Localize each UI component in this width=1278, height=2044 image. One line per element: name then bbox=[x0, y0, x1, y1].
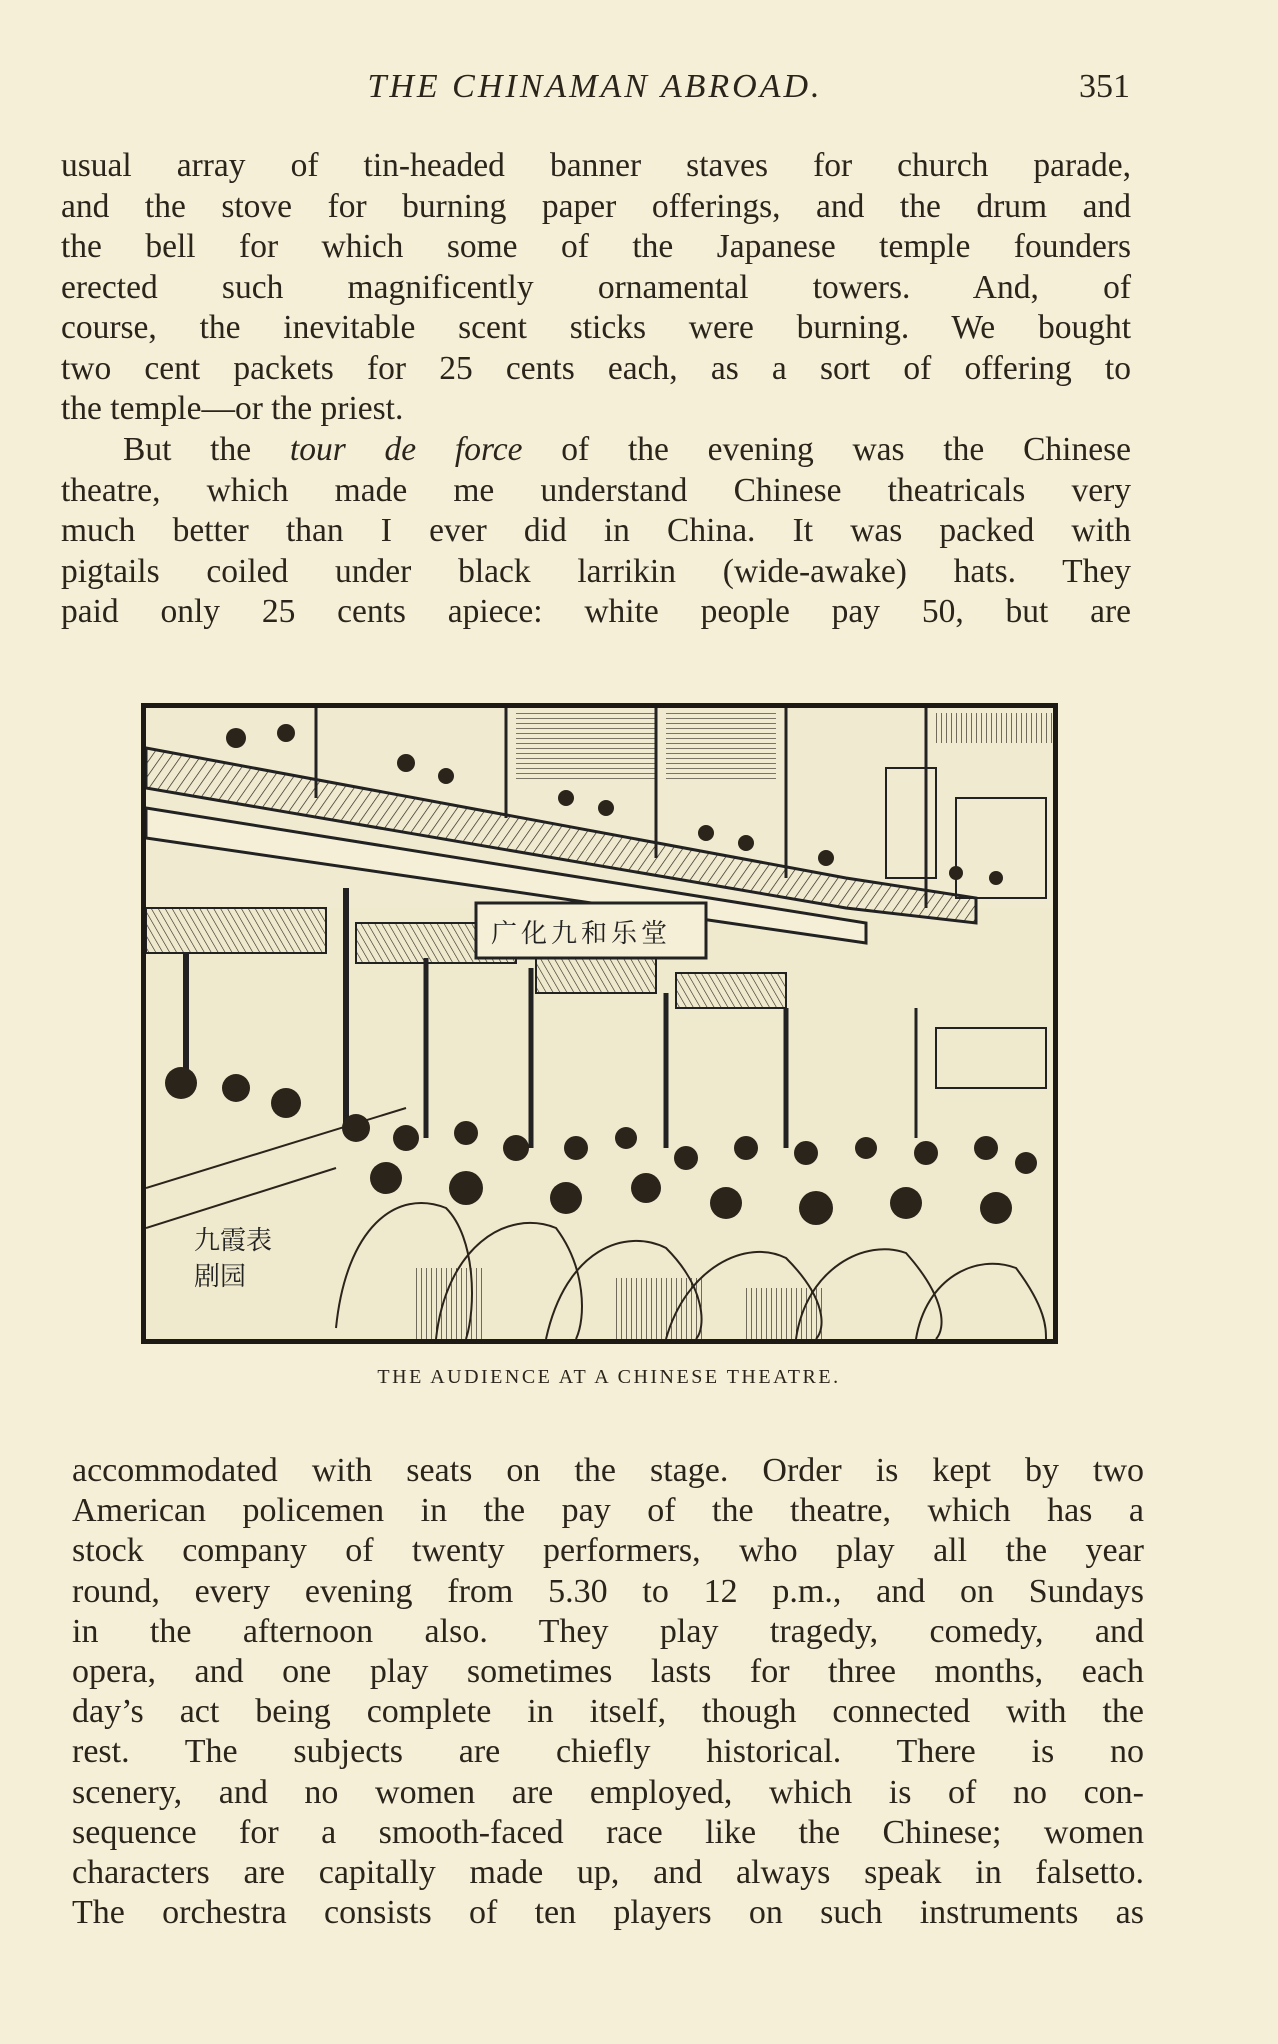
italic-phrase: tour de force bbox=[289, 431, 523, 468]
running-title: THE CHINAMAN ABROAD. bbox=[367, 68, 823, 105]
text-line: opera, and one play sometimes lasts for three months, each bbox=[72, 1653, 1144, 1691]
text-line: sequence for a smooth-faced race like the Chinese; women bbox=[72, 1813, 1144, 1851]
theatre-illustration bbox=[141, 703, 1058, 1344]
text-fragment: But the bbox=[123, 431, 290, 468]
text-line: the temple—or the priest. bbox=[61, 390, 404, 427]
text-line: round, every evening from 5.30 to 12 p.m., and on Sundays bbox=[72, 1572, 1144, 1610]
text-line: characters are capitally made up, and always speak in falsetto. bbox=[72, 1854, 1144, 1892]
running-header bbox=[60, 68, 1130, 112]
text-fragment: of the evening was the Chinese bbox=[522, 431, 1131, 468]
text-line: two cent packets for 25 cents each, as a sort of offering to bbox=[61, 349, 1131, 387]
text-line bbox=[61, 430, 1131, 471]
text-line: rest. The subjects are chiefly historical. There is no bbox=[72, 1733, 1144, 1771]
text-line: theatre, which made me understand Chinese theatricals very bbox=[61, 471, 1131, 509]
text-line: in the afternoon also. They play tragedy, comedy, and bbox=[72, 1612, 1144, 1650]
text-line: course, the inevitable scent sticks were burning. We bought bbox=[61, 309, 1131, 346]
text-line: day’s act being complete in itself, though connected with the bbox=[72, 1693, 1144, 1731]
text-line: pigtails coiled under black larrikin (wide-awake) hats. They bbox=[61, 552, 1131, 590]
text-line: and the stove for burning paper offerings, and the drum and bbox=[61, 187, 1131, 225]
second-paragraph bbox=[61, 430, 1131, 633]
text-line: American policemen in the pay of the theatre, which has a bbox=[72, 1492, 1144, 1530]
theatre-sign-text: 广化九和乐堂 bbox=[491, 919, 672, 948]
text-line: accommodated with seats on the stage. Order is kept by two bbox=[72, 1452, 1144, 1489]
text-line: much better than I ever did in China. It was packed with bbox=[61, 512, 1131, 549]
text-line: erected such magnificently ornamental towers. And, of bbox=[61, 268, 1131, 306]
text-line: paid only 25 cents apiece: white people pay 50, but are bbox=[61, 593, 1131, 630]
page-number: 351 bbox=[1079, 68, 1130, 105]
figure-caption: THE AUDIENCE AT A CHINESE THEATRE. bbox=[377, 1366, 841, 1388]
engraving-drawing bbox=[146, 708, 1053, 1339]
engraving-inscription: 九霞表剧园 bbox=[194, 1226, 273, 1291]
text-line: the bell for which some of the Japanese temple founders bbox=[61, 228, 1131, 265]
text-line: The orchestra consists of ten players on such instruments as bbox=[72, 1894, 1144, 1932]
text-line: usual array of tin-headed banner staves for church parade, bbox=[61, 147, 1131, 184]
text-line: stock company of twenty performers, who play all the year bbox=[72, 1532, 1144, 1570]
text-line: scenery, and no women are employed, which is of no con- bbox=[72, 1773, 1144, 1811]
bottom-paragraph bbox=[72, 1451, 1144, 1933]
top-paragraph bbox=[61, 146, 1131, 430]
